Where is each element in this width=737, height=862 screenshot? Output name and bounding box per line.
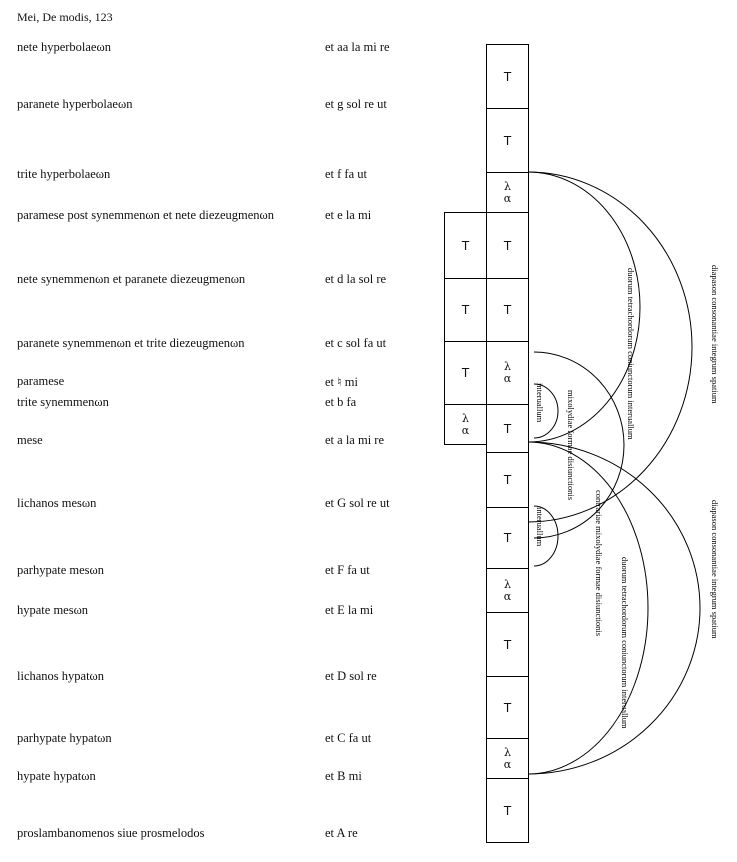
solmization: et G sol re ut [325,496,390,510]
arc-diapason-upper [528,172,692,522]
arc-mixolydian [534,352,624,538]
note-name: lichanos hypatωn [17,669,105,683]
note-name: paramese post synemmenωn et nete diezeugmenωn [17,208,274,222]
note-name: lichanos mesωn [17,496,97,510]
note-name: proslambanomenos siue prosmelodos [17,826,205,840]
interval-symbol: T [461,303,470,317]
interval-symbol: λ α [503,179,512,205]
page-header: Mei, De modis, 123 [17,10,113,24]
interval-symbol: T [503,473,512,487]
solmization: et b fa [325,395,357,409]
note-name: mese [17,433,43,447]
interval-symbol: T [503,238,512,253]
interval-symbol: λ α [461,411,470,437]
note-name: paramese [17,374,65,388]
solmization: et B mi [325,769,362,783]
label-contrary: contrariae mixolydiae formae disiunctionis [594,490,604,637]
solmization: et F fa ut [325,563,370,577]
note-name: paranete hyperbolaeωn [17,97,133,111]
note-name: hypate hypatωn [17,769,96,783]
interval-symbol: T [503,303,512,317]
note-name: trite hyperbolaeωn [17,167,111,181]
note-name: paranete synemmenωn et trite diezeugmenωn [17,336,245,350]
interval-symbol: λ α [503,577,512,603]
interval-symbol: λ α [503,360,512,385]
note-name: trite synemmenωn [17,395,109,409]
interval-symbol: T [503,637,512,652]
interval-symbol: T [503,421,512,436]
solmization: et D sol re [325,669,377,683]
note-name: parhypate hypatωn [17,731,112,745]
interval-symbol: λ α [503,745,512,771]
solmization: et g sol re ut [325,97,387,111]
solmization: et C fa ut [325,731,372,745]
interval-symbol: T [461,366,470,380]
label-mixolydian: mixolydiae formae disiunctionis [566,390,576,501]
solmization: et A re [325,826,358,840]
label-interuallum-1: interuallum [535,383,545,423]
label-interuallum-2: interuallum [535,507,545,547]
label-tetrachord-upper: duorum tetrachordorum coniunctorum interuallum [626,268,636,440]
solmization: et f fa ut [325,167,367,181]
solmization: et ♮ mi [325,375,358,389]
interval-symbol: T [503,133,512,148]
solmization: et c sol fa ut [325,336,387,350]
solmization: et aa la mi re [325,40,390,54]
label-diapason-lower: diapason consonantiae integrum spatium [710,500,720,639]
note-name: nete synemmenωn et paranete diezeugmenωn [17,272,246,286]
solmization: et e la mi [325,208,372,222]
solmization: et E la mi [325,603,374,617]
label-diapason-upper: diapason consonantiae integrum spatium [710,265,720,404]
note-name: hypate mesωn [17,603,89,617]
label-tetrachord-lower: duorum tetrachordorum coniunctorum interuallum [620,557,630,729]
solmization: et d la sol re [325,272,387,286]
interval-symbol: T [503,803,512,818]
interval-symbol: T [503,531,512,545]
interval-symbol: T [503,700,512,715]
solmization: et a la mi re [325,433,384,447]
interval-symbol: T [503,69,512,84]
note-name: parhypate mesωn [17,563,105,577]
interval-symbol: T [461,238,470,253]
note-name: nete hyperbolaeωn [17,40,111,54]
